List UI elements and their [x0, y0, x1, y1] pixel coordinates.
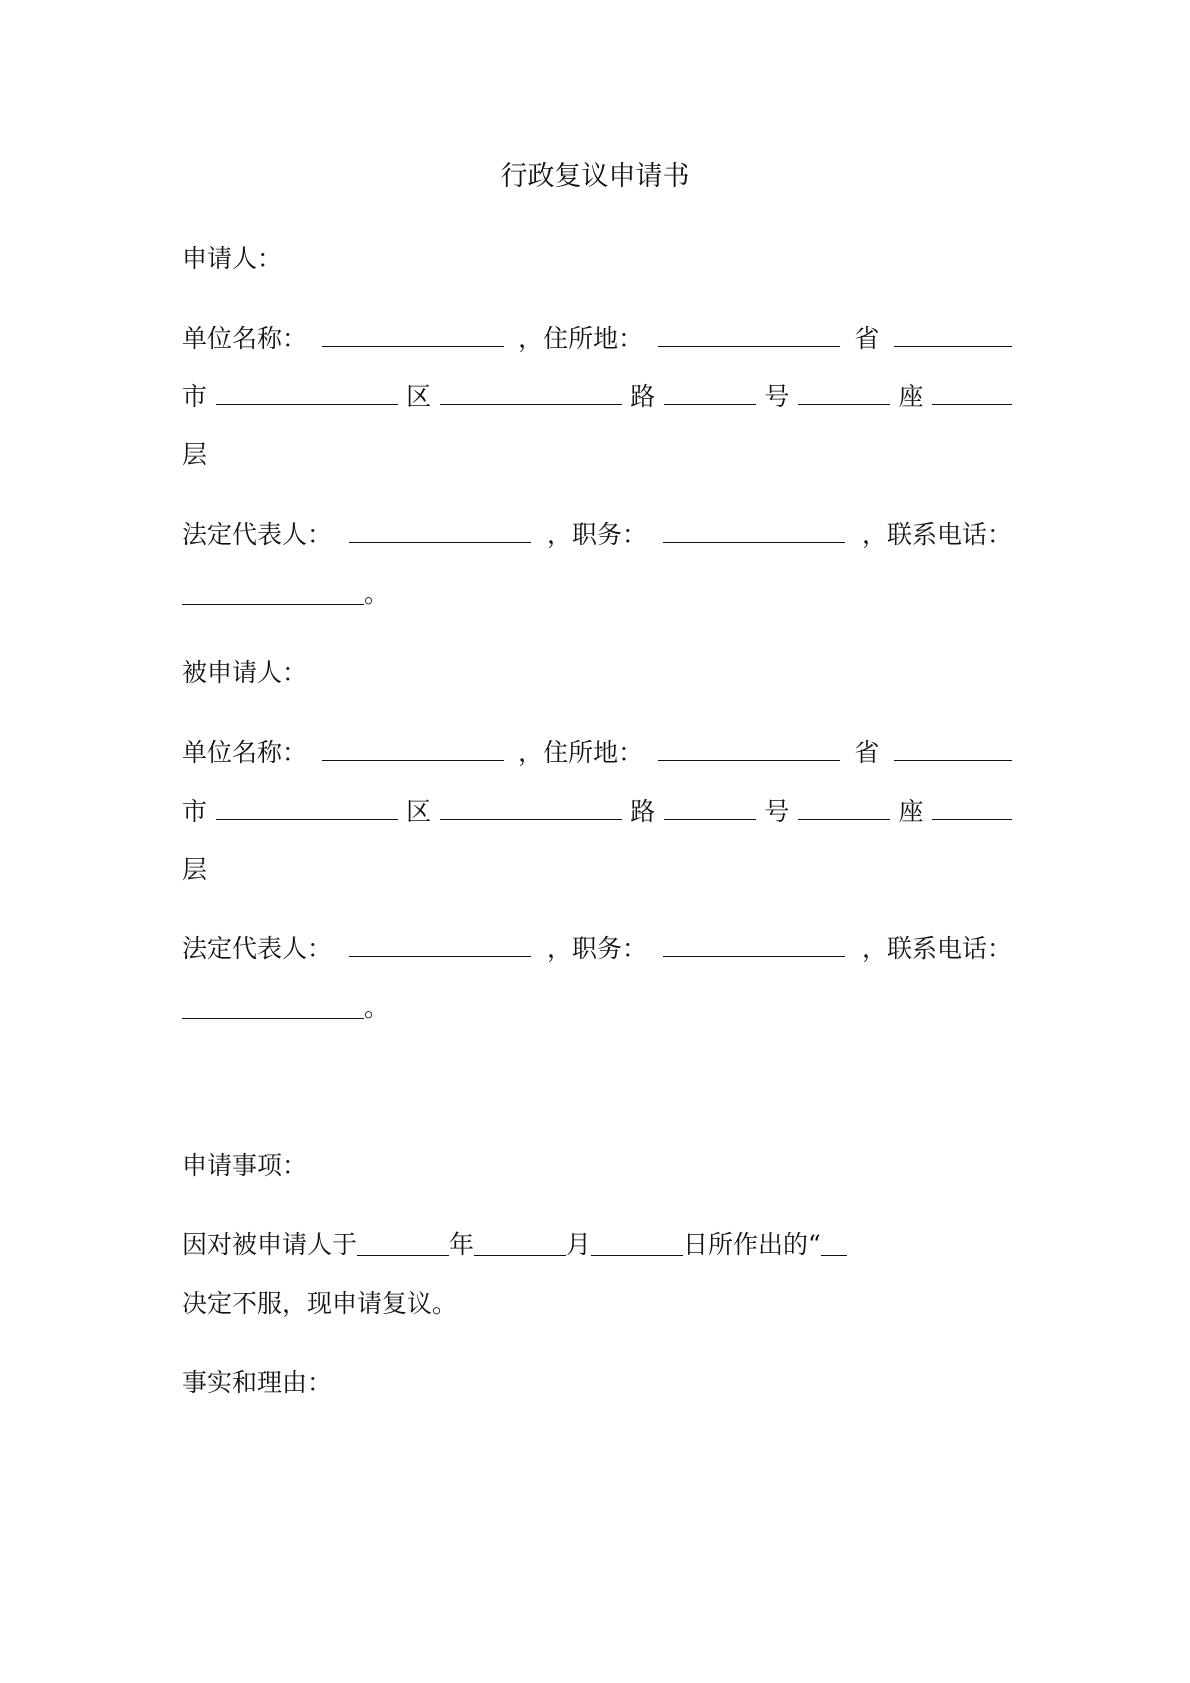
legal-rep-blank[interactable]: [349, 518, 531, 543]
respondent-address-line-1: [182, 736, 1012, 770]
applicant-heading: 申请人：: [182, 244, 283, 273]
number-blank[interactable]: [798, 795, 890, 820]
position-blank[interactable]: [663, 932, 845, 957]
district-blank[interactable]: [440, 380, 622, 405]
road-label: 路: [630, 797, 656, 826]
request-line-1: [182, 1228, 1012, 1262]
phone-label: ，联系电话：: [861, 934, 1012, 963]
floor-label: 层: [182, 440, 208, 469]
building-label: 座: [898, 382, 924, 411]
unit-name-label: 单位名称：: [182, 324, 308, 353]
position-blank[interactable]: [663, 518, 845, 543]
respondent-rep-line: [182, 932, 1012, 966]
district-label: 区: [406, 382, 432, 411]
month-label: 月: [566, 1230, 592, 1259]
unit-name-blank[interactable]: [322, 736, 504, 761]
legal-rep-blank[interactable]: [349, 932, 531, 957]
city-label: 市: [182, 797, 208, 826]
road-label: 路: [630, 382, 656, 411]
document-title: 行政复议申请书: [500, 161, 690, 192]
city-blank[interactable]: [216, 795, 398, 820]
district-blank[interactable]: [440, 795, 622, 820]
road-blank[interactable]: [664, 380, 756, 405]
position-label: ，职务：: [546, 934, 647, 963]
province-blank[interactable]: [894, 322, 1012, 347]
district-label: 区: [406, 797, 432, 826]
number-label: 号: [764, 382, 790, 411]
address-label: ，住所地：: [518, 738, 644, 767]
province-label: 省: [854, 324, 880, 353]
phone-label: ，联系电话：: [861, 520, 1012, 549]
unit-name-label: 单位名称：: [182, 738, 308, 767]
legal-rep-label: 法定代表人：: [182, 934, 333, 963]
applicant-address-line-1: [182, 322, 1012, 356]
building-blank[interactable]: [932, 380, 1012, 405]
building-label: 座: [898, 797, 924, 826]
applicant-phone-line: [182, 577, 1012, 611]
respondent-address-line-2: [182, 795, 1012, 829]
building-blank[interactable]: [932, 795, 1012, 820]
province-label: 省: [854, 738, 880, 767]
respondent-heading: 被申请人：: [182, 658, 308, 687]
end-mark: 。: [364, 579, 390, 608]
city-label: 市: [182, 382, 208, 411]
number-blank[interactable]: [798, 380, 890, 405]
facts-heading: 事实和理由：: [182, 1368, 333, 1397]
month-blank[interactable]: [474, 1231, 566, 1256]
respondent-phone-line: [182, 991, 1012, 1025]
end-mark: 。: [364, 993, 390, 1022]
address-blank[interactable]: [658, 322, 840, 347]
number-label: 号: [764, 797, 790, 826]
position-label: ，职务：: [546, 520, 647, 549]
request-line-2: 决定不服，现申请复议。: [182, 1289, 458, 1318]
applicant-address-line-2: [182, 380, 1012, 414]
request-heading: 申请事项：: [182, 1151, 308, 1180]
phone-blank[interactable]: [182, 580, 364, 605]
city-blank[interactable]: [216, 380, 398, 405]
road-blank[interactable]: [664, 795, 756, 820]
unit-name-blank[interactable]: [322, 322, 504, 347]
request-prefix: 因对被申请人于: [182, 1230, 358, 1259]
year-label: 年: [449, 1230, 475, 1259]
floor-label: 层: [182, 855, 208, 884]
decision-blank[interactable]: [821, 1231, 847, 1256]
address-label: ，住所地：: [518, 324, 644, 353]
phone-blank[interactable]: [182, 994, 364, 1019]
year-blank[interactable]: [357, 1231, 449, 1256]
applicant-rep-line: [182, 518, 1012, 552]
address-blank[interactable]: [658, 736, 840, 761]
province-blank[interactable]: [894, 736, 1012, 761]
day-suffix: 日所作出的“: [683, 1230, 821, 1259]
day-blank[interactable]: [591, 1231, 683, 1256]
legal-rep-label: 法定代表人：: [182, 520, 333, 549]
